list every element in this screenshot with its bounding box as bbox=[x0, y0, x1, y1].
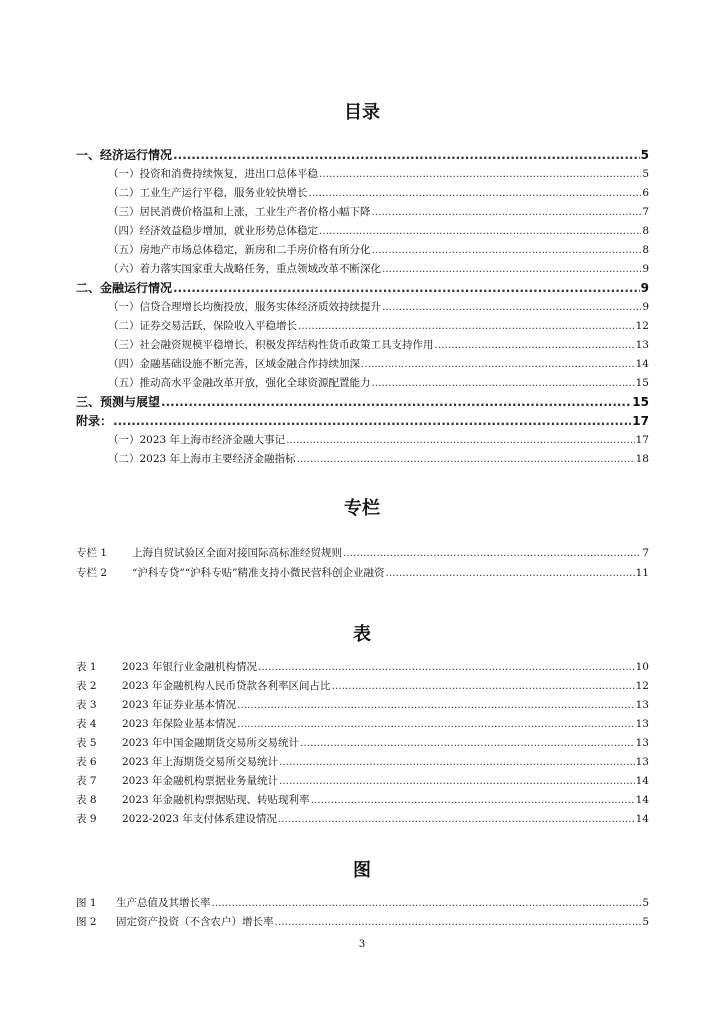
toc-entry-page: 9 bbox=[640, 281, 649, 295]
toc-entry-label: （四）经济效益稳步增加，就业形势总体稳定 bbox=[108, 225, 318, 237]
toc-entry[interactable] bbox=[108, 376, 649, 390]
toc-entry[interactable] bbox=[76, 414, 649, 428]
table-entry-label: 2023 年保险业基本情况 bbox=[122, 718, 237, 730]
figures-title: 图 bbox=[353, 860, 371, 881]
table-entry-label: 2023 年银行业金融机构情况 bbox=[122, 661, 258, 673]
table-entry-page: 13 bbox=[635, 699, 649, 711]
table-entry[interactable] bbox=[76, 755, 649, 769]
toc-entry-label: 一、经济运行情况 bbox=[76, 148, 173, 162]
toc-entry-page: 9 bbox=[642, 263, 649, 275]
toc-entry[interactable] bbox=[108, 243, 649, 257]
figure-entry-page: 5 bbox=[642, 897, 649, 909]
table-entry[interactable] bbox=[76, 717, 649, 731]
toc-entry-page: 14 bbox=[635, 358, 649, 370]
column-entry-page: 7 bbox=[642, 547, 649, 559]
figure-entry[interactable] bbox=[76, 896, 649, 910]
toc-entry[interactable] bbox=[108, 186, 649, 200]
contents-title: 目录 bbox=[344, 102, 380, 123]
column-entry-label: “沪科专贷”“沪科专贴”精准支持小微民营科创企业融资 bbox=[132, 567, 385, 579]
dot-leader bbox=[279, 755, 635, 769]
toc-entry-page: 15 bbox=[632, 395, 649, 409]
toc-entry[interactable] bbox=[76, 281, 649, 295]
table-entry-page: 14 bbox=[635, 813, 649, 825]
table-entry-label: 2023 年上海期货交易所交易统计 bbox=[122, 756, 279, 768]
table-entry-code: 表 4 bbox=[76, 718, 97, 730]
dot-leader bbox=[385, 566, 634, 580]
figure-entry-label: 固定资产投资（不含农户）增长率 bbox=[116, 916, 274, 928]
dot-leader bbox=[173, 281, 640, 295]
dot-leader bbox=[237, 698, 635, 712]
toc-entry-page: 6 bbox=[642, 187, 649, 199]
column-entry-code: 专栏 2 bbox=[76, 567, 108, 579]
dot-leader bbox=[382, 300, 641, 314]
toc-entry[interactable] bbox=[76, 395, 649, 409]
dot-leader bbox=[300, 736, 635, 750]
table-entry[interactable] bbox=[76, 736, 649, 750]
toc-entry-label: （五）推动高水平金融改革开放，强化全球资源配置能力 bbox=[108, 377, 371, 389]
dot-leader bbox=[361, 357, 635, 371]
dot-leader bbox=[372, 243, 642, 257]
table-entry-label: 2023 年金融机构票据业务量统计 bbox=[122, 775, 279, 787]
toc-entry-page: 9 bbox=[642, 301, 649, 313]
toc-entry[interactable] bbox=[108, 357, 649, 371]
dot-leader bbox=[298, 319, 635, 333]
toc-entry-label: 附录： bbox=[76, 414, 113, 428]
toc-entry-page: 8 bbox=[642, 244, 649, 256]
table-entry-page: 13 bbox=[635, 756, 649, 768]
toc-entry[interactable] bbox=[108, 452, 649, 466]
table-entry-code: 表 6 bbox=[76, 756, 97, 768]
toc-entry-label: （一）投资和消费持续恢复，进出口总体平稳 bbox=[108, 168, 318, 180]
dot-leader bbox=[435, 338, 635, 352]
dot-leader bbox=[319, 167, 641, 181]
toc-entry-page: 15 bbox=[635, 377, 649, 389]
column-entry[interactable] bbox=[76, 546, 649, 560]
toc-entry[interactable] bbox=[108, 319, 649, 333]
dot-leader bbox=[279, 774, 635, 788]
toc-entry-page: 7 bbox=[642, 206, 649, 218]
dot-leader bbox=[343, 546, 641, 560]
dot-leader bbox=[275, 915, 642, 929]
dot-leader bbox=[372, 205, 642, 219]
dot-leader bbox=[319, 224, 641, 238]
figure-entry-code: 图 1 bbox=[76, 897, 97, 909]
figure-entry-page: 5 bbox=[642, 916, 649, 928]
table-entry[interactable] bbox=[76, 660, 649, 674]
dot-leader bbox=[237, 717, 635, 731]
dot-leader bbox=[332, 679, 635, 693]
table-entry-code: 表 8 bbox=[76, 794, 97, 806]
table-entry-code: 表 9 bbox=[76, 813, 97, 825]
dot-leader bbox=[161, 395, 631, 409]
toc-entry-page: 17 bbox=[635, 434, 649, 446]
table-entry-label: 2023 年中国金融期货交易所交易统计 bbox=[122, 737, 300, 749]
column-entry[interactable] bbox=[76, 566, 649, 580]
toc-entry-page: 12 bbox=[635, 320, 649, 332]
table-entry[interactable] bbox=[76, 698, 649, 712]
dot-leader bbox=[297, 452, 635, 466]
table-entry[interactable] bbox=[76, 774, 649, 788]
toc-entry-label: 三、预测与展望 bbox=[76, 395, 161, 409]
dot-leader bbox=[372, 376, 635, 390]
figure-entry-label: 生产总值及其增长率 bbox=[116, 897, 211, 909]
dot-leader bbox=[309, 186, 642, 200]
column-entry-code: 专栏 1 bbox=[76, 547, 108, 559]
table-entry[interactable] bbox=[76, 793, 649, 807]
dot-leader bbox=[113, 414, 631, 428]
table-entry-code: 表 2 bbox=[76, 680, 97, 692]
dot-leader bbox=[212, 896, 642, 910]
table-entry-code: 表 5 bbox=[76, 737, 97, 749]
toc-entry[interactable] bbox=[108, 338, 649, 352]
toc-entry-label: （四）金融基础设施不断完善，区域金融合作持续加深 bbox=[108, 358, 360, 370]
toc-entry-page: 5 bbox=[640, 148, 649, 162]
toc-entry[interactable] bbox=[108, 224, 649, 238]
table-entry-label: 2023 年金融机构人民币贷款各利率区间占比 bbox=[122, 680, 331, 692]
toc-entry-page: 17 bbox=[632, 414, 649, 428]
columns-title: 专栏 bbox=[344, 498, 380, 519]
toc-entry-label: （二）2023 年上海市主要经济金融指标 bbox=[108, 453, 296, 465]
table-entry-label: 2023 年证券业基本情况 bbox=[122, 699, 237, 711]
toc-entry-label: （一）2023 年上海市经济金融大事记 bbox=[108, 434, 286, 446]
toc-entry-label: （三）居民消费价格温和上涨，工业生产者价格小幅下降 bbox=[108, 206, 371, 218]
table-entry-label: 2023 年金融机构票据贴现、转贴现利率 bbox=[122, 794, 310, 806]
toc-entry-page: 18 bbox=[635, 453, 649, 465]
toc-entry-label: （三）社会融资规模平稳增长，积极发挥结构性货币政策工具支持作用 bbox=[108, 339, 434, 351]
table-entry[interactable] bbox=[76, 679, 649, 693]
table-entry[interactable] bbox=[76, 812, 649, 826]
column-entry-label: 上海自贸试验区全面对接国际高标准经贸规则 bbox=[132, 547, 342, 559]
toc-entry-page: 8 bbox=[642, 225, 649, 237]
column-entry-page: 11 bbox=[635, 567, 649, 579]
page-number: 3 bbox=[358, 939, 366, 950]
toc-entry[interactable] bbox=[108, 205, 649, 219]
table-entry-code: 表 1 bbox=[76, 661, 97, 673]
dot-leader bbox=[258, 660, 635, 674]
toc-entry[interactable] bbox=[76, 148, 649, 162]
toc-entry-label: （二）工业生产运行平稳，服务业较快增长 bbox=[108, 187, 308, 199]
table-entry-page: 10 bbox=[635, 661, 649, 673]
dot-leader bbox=[382, 262, 641, 276]
toc-entry-label: （一）信贷合理增长均衡投放，服务实体经济质效持续提升 bbox=[108, 301, 381, 313]
toc-entry[interactable] bbox=[108, 433, 649, 447]
toc-entry-page: 13 bbox=[635, 339, 649, 351]
table-entry-page: 13 bbox=[635, 718, 649, 730]
table-entry-code: 表 7 bbox=[76, 775, 97, 787]
toc-entry[interactable] bbox=[108, 167, 649, 181]
dot-leader bbox=[286, 433, 635, 447]
table-entry-page: 13 bbox=[635, 737, 649, 749]
toc-entry-label: 二、金融运行情况 bbox=[76, 281, 173, 295]
dot-leader bbox=[278, 812, 635, 826]
toc-entry-label: （六）着力落实国家重大战略任务，重点领域改革不断深化 bbox=[108, 263, 381, 275]
toc-entry[interactable] bbox=[108, 300, 649, 314]
tables-title: 表 bbox=[353, 624, 371, 645]
toc-entry[interactable] bbox=[108, 262, 649, 276]
figure-entry[interactable] bbox=[76, 915, 649, 929]
table-entry-page: 14 bbox=[635, 775, 649, 787]
table-entry-page: 14 bbox=[635, 794, 649, 806]
table-entry-code: 表 3 bbox=[76, 699, 97, 711]
toc-entry-label: （五）房地产市场总体稳定，新房和二手房价格有所分化 bbox=[108, 244, 371, 256]
toc-entry-page: 5 bbox=[642, 168, 649, 180]
dot-leader bbox=[173, 148, 640, 162]
toc-entry-label: （二）证券交易活跃，保险收入平稳增长 bbox=[108, 320, 297, 332]
table-entry-page: 12 bbox=[635, 680, 649, 692]
dot-leader bbox=[311, 793, 635, 807]
table-entry-label: 2022-2023 年支付体系建设情况 bbox=[122, 813, 277, 825]
figure-entry-code: 图 2 bbox=[76, 916, 97, 928]
